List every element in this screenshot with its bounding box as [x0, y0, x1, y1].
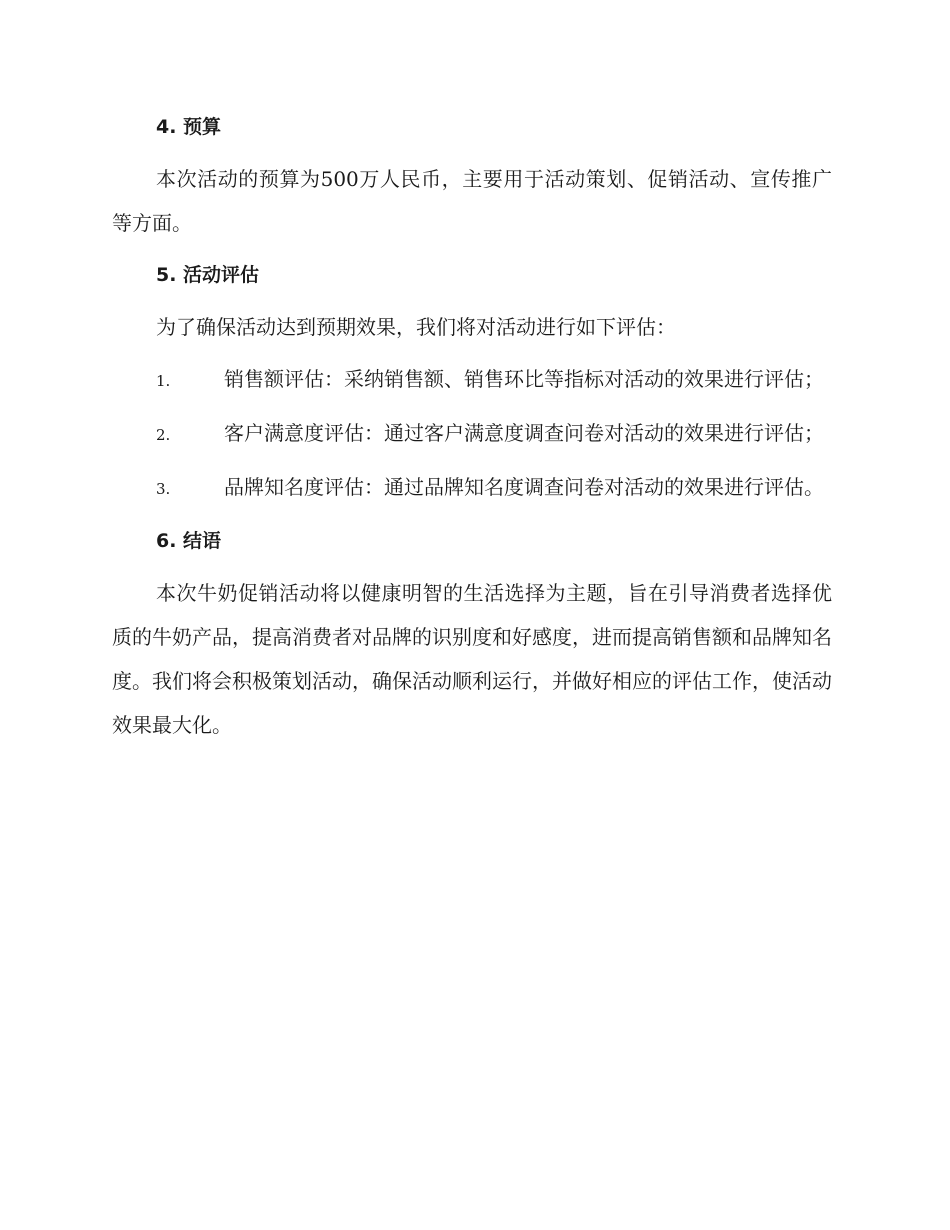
- section-heading-evaluation: 5. 活动评估: [156, 264, 260, 286]
- section-heading-conclusion: 6. 结语: [156, 530, 222, 552]
- list-item-text: 品牌知名度评估：通过品牌知名度调查问卷对活动的效果进行评估。: [224, 475, 824, 499]
- conclusion-paragraph: 本次牛奶促销活动将以健康明智的生活选择为主题，旨在引导消费者选择优质的牛奶产品，提高消费者对品牌的识别度和好感度，进而提高销售额和品牌知名度。我们将会积极策划活动，确保活动顺利运行，并做好相应的评估工作，使活动效果最大化。: [112, 581, 832, 737]
- document-page: [112, 105, 832, 747]
- list-item-number: 3.: [156, 480, 171, 498]
- list-item-text: 销售额评估：采纳销售额、销售环比等指标对活动的效果进行评估；: [224, 367, 824, 391]
- evaluation-list-item: [112, 411, 832, 457]
- list-item-number: 1.: [156, 372, 171, 390]
- list-item-text: 客户满意度评估：通过客户满意度调查问卷对活动的效果进行评估；: [224, 421, 824, 445]
- evaluation-list-item: [112, 357, 832, 403]
- evaluation-intro: 为了确保活动达到预期效果，我们将对活动进行如下评估：: [156, 315, 676, 339]
- budget-paragraph: 本次活动的预算为500万人民币，主要用于活动策划、促销活动、宣传推广等方面。: [112, 167, 832, 235]
- list-item-number: 2.: [156, 426, 171, 444]
- evaluation-list-item: [112, 465, 832, 511]
- section-heading-budget: 4. 预算: [156, 116, 222, 138]
